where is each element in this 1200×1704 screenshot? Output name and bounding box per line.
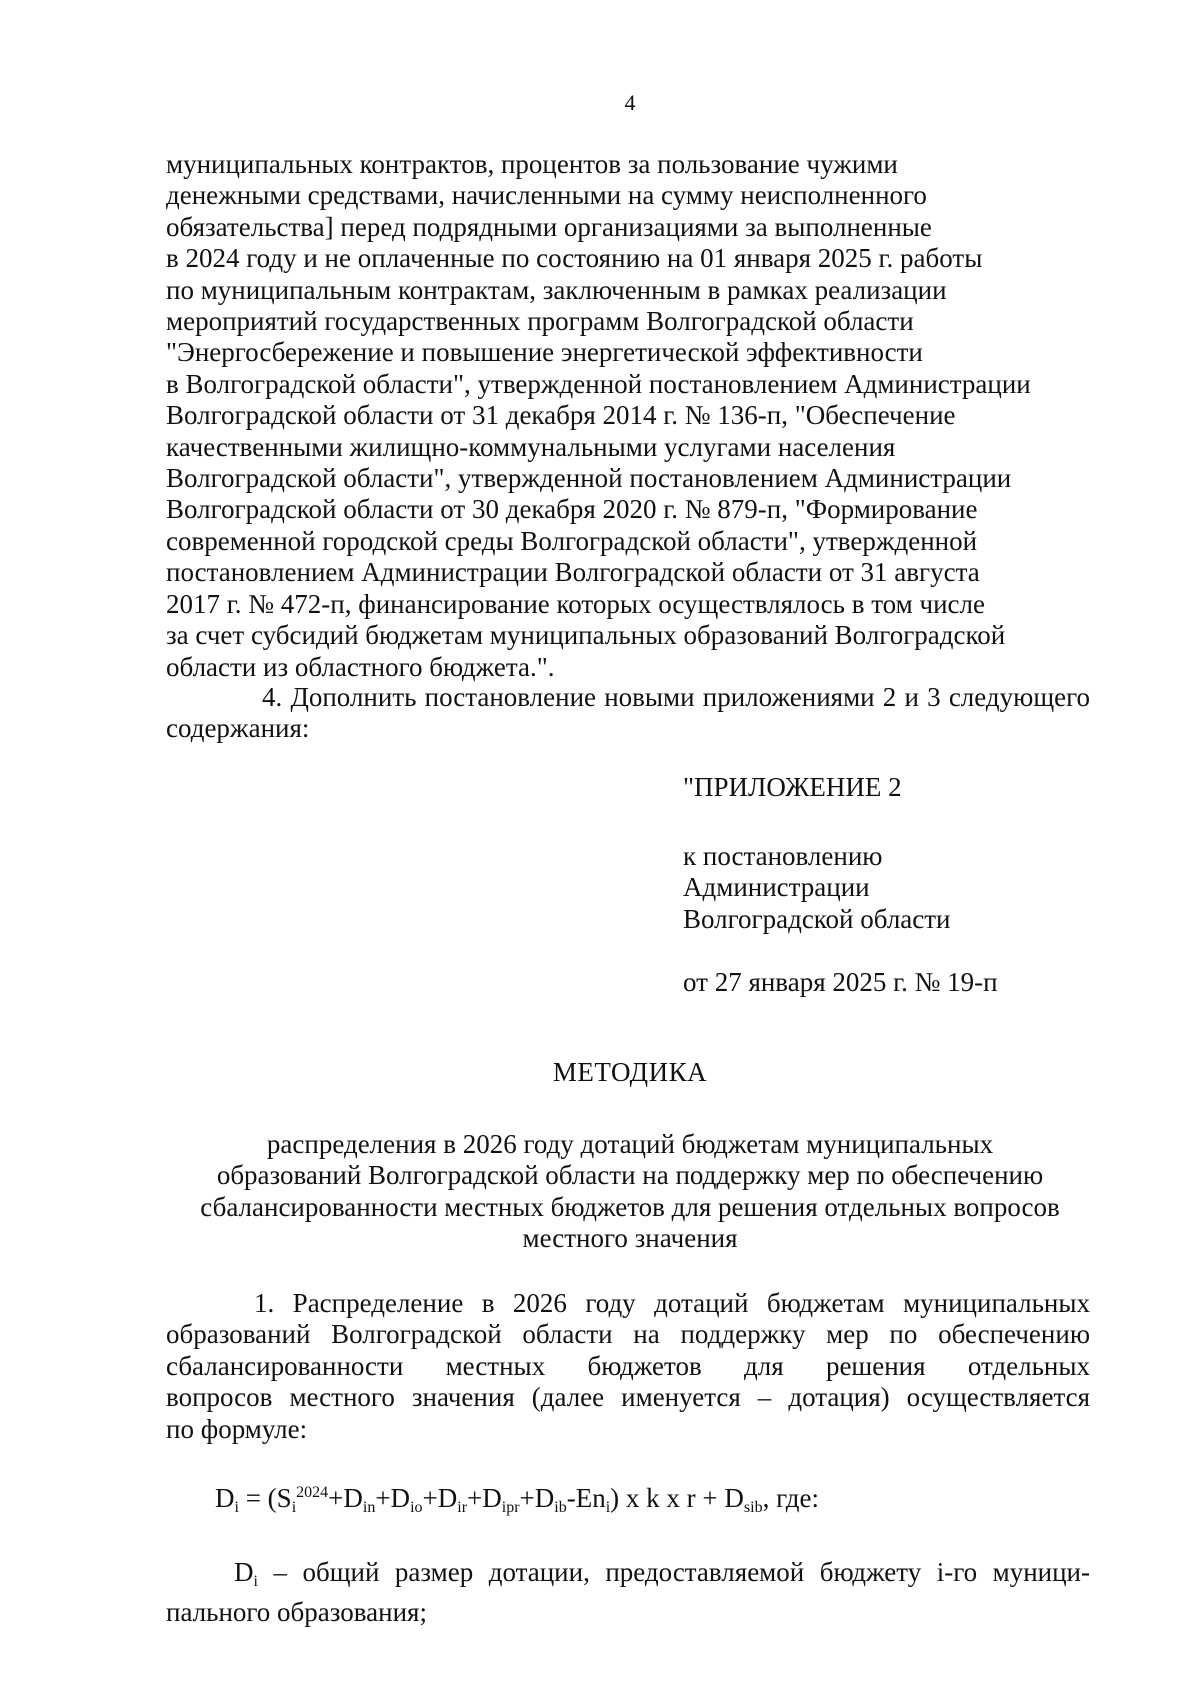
text-line: по формуле: bbox=[166, 1413, 308, 1444]
text-fragment: – общий размер дотации, предоставляемой бюджету i-го муници- bbox=[257, 1557, 1090, 1587]
text-line: к постановлению bbox=[683, 841, 883, 871]
appendix-reference bbox=[683, 841, 951, 935]
text-line: 2017 г. № 472-п, финансирование которых осуществлялось в том числе bbox=[166, 588, 985, 619]
text-line: в 2024 году и не оплаченные по состоянию на 01 января 2025 г. работы bbox=[166, 243, 983, 274]
text-line: денежными средствами, начисленными на сумму неисполненного bbox=[166, 180, 927, 211]
formula-subscript: i bbox=[234, 1499, 239, 1516]
formula-part: -En bbox=[566, 1483, 606, 1513]
text-line: обязательства] перед подрядными организациями за выполненные bbox=[166, 211, 932, 242]
formula-part: D bbox=[234, 1557, 254, 1587]
text-line: современной городской среды Волгоградской области", утвержденной bbox=[166, 525, 978, 556]
text-line: пального образования; bbox=[166, 1597, 427, 1628]
text-line: сбалансированности местных бюджетов для решения отдельных вопросов bbox=[200, 1191, 1060, 1222]
formula-part: , где: bbox=[762, 1483, 820, 1513]
formula-part: +D bbox=[328, 1483, 363, 1513]
text-line: Администрации bbox=[683, 872, 870, 903]
method-title: МЕТОДИКА bbox=[552, 1057, 708, 1087]
text-line: местного значения bbox=[522, 1223, 738, 1254]
text-line: сбалансированности местных бюджетов для решения отдельных bbox=[166, 1350, 1090, 1381]
definition-di-paragraph bbox=[166, 1557, 1090, 1629]
text-line: 4. Дополнить постановление новыми приложениями 2 и 3 следующего bbox=[262, 682, 1090, 712]
text-line: распределения в 2026 году дотаций бюджетам муниципальных bbox=[266, 1129, 994, 1159]
text-line: 1. Распределение в 2026 году дотаций бюджетам муниципальных bbox=[254, 1288, 1090, 1318]
text-line: по муниципальным контрактам, заключенным в рамках реализации bbox=[166, 274, 947, 305]
formula-subscript: ir bbox=[457, 1499, 468, 1516]
formula-subscript: sib bbox=[743, 1499, 763, 1516]
text-line: Волгоградской области от 30 декабря 2020 г. № 879-п, "Формирование bbox=[166, 494, 978, 525]
text-line: образований Волгоградской области на поддержку мер по обеспечению bbox=[166, 1319, 1090, 1350]
formula-subscript: in bbox=[362, 1499, 376, 1516]
formula-subscript: ipr bbox=[501, 1499, 520, 1516]
continuation-paragraph bbox=[166, 149, 1090, 683]
text-line: мероприятий государственных программ Волгоградской области bbox=[166, 306, 914, 337]
formula-part: ) x k x r + D bbox=[610, 1483, 744, 1513]
text-line: Волгоградской области от 31 декабря 2014 г. № 136-п, "Обеспечение bbox=[166, 400, 956, 431]
appendix-date: от 27 января 2025 г. № 19-п bbox=[683, 967, 998, 997]
formula-part: +D bbox=[467, 1483, 502, 1513]
formula-subscript: i bbox=[291, 1499, 297, 1516]
text-line: в Волгоградской области", утвержденной постановлением Администрации bbox=[166, 368, 1031, 399]
formula-subscript: ib bbox=[554, 1499, 567, 1516]
formula-superscript: 2024 bbox=[296, 1484, 329, 1501]
text-line: вопросов местного значения (далее именуется – дотация) осуществляется bbox=[166, 1382, 1090, 1413]
page-number: 4 bbox=[624, 90, 636, 115]
text-line: за счет субсидий бюджетам муниципальных образований Волгоградской bbox=[166, 620, 1006, 651]
text-line bbox=[166, 1557, 1090, 1597]
text-line: качественными жилищно-коммунальными услугами населения bbox=[166, 431, 896, 462]
formula-subscript: i bbox=[253, 1573, 258, 1590]
distribution-formula bbox=[215, 1477, 819, 1523]
formula-part: D bbox=[215, 1483, 235, 1513]
formula-part: +D bbox=[519, 1483, 555, 1513]
text-line: "Энергосбережение и повышение энергетической эффективности bbox=[166, 337, 923, 368]
text-line: муниципальных контрактов, процентов за пользование чужими bbox=[166, 149, 898, 179]
formula-part: +D bbox=[375, 1483, 411, 1513]
appendix-title: "ПРИЛОЖЕНИЕ 2 bbox=[683, 772, 902, 802]
text-line: образований Волгоградской области на поддержку мер по обеспечению bbox=[216, 1160, 1044, 1191]
formula-part: = (S bbox=[238, 1483, 292, 1513]
paragraph-1 bbox=[166, 1288, 1090, 1445]
item-4-paragraph bbox=[166, 682, 1090, 745]
formula-subscript: io bbox=[410, 1499, 423, 1516]
formula-part: +D bbox=[422, 1483, 458, 1513]
formula-subscript: i bbox=[605, 1499, 611, 1516]
method-subtitle bbox=[150, 1129, 1110, 1255]
text-line: области из областного бюджета.". bbox=[166, 651, 555, 682]
text-line: постановлением Администрации Волгоградской области от 31 августа bbox=[166, 557, 980, 588]
text-line: Волгоградской области", утвержденной постановлением Администрации bbox=[166, 463, 1012, 494]
text-line: Волгоградской области bbox=[683, 903, 951, 934]
text-line: содержания: bbox=[166, 713, 310, 744]
